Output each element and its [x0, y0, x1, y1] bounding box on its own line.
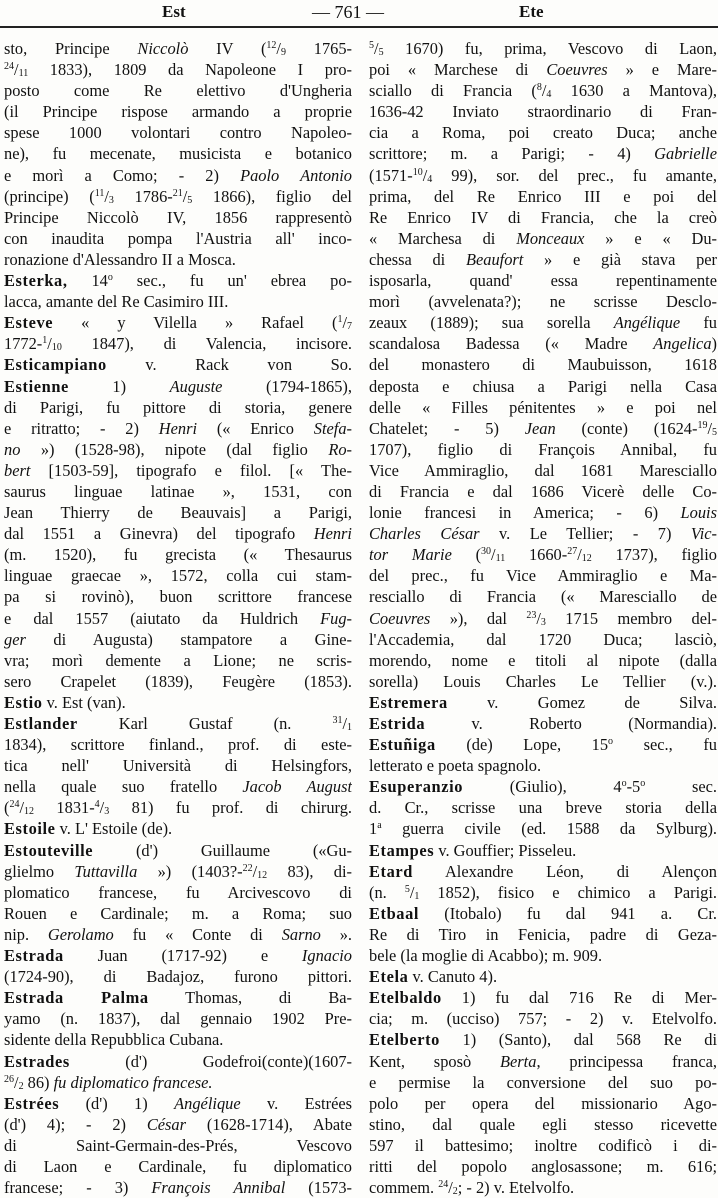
- text-line: Vice Ammiraglio, dal 1681 Maresciallo: [369, 460, 717, 480]
- text-line: linguae graecae », 1572, colla cui stam-: [4, 566, 352, 586]
- text-line: letterato e poeta spagnolo.: [369, 756, 542, 776]
- text-line: e dal 1557 (aiutato da Huldrich Fug-: [4, 608, 352, 628]
- text-line: Estrada Palma Thomas, di Ba-: [4, 988, 352, 1008]
- text-line: lonie francesi in America; - 6) Louis: [369, 503, 717, 523]
- text-line: Estoile v. L' Estoile (de).: [4, 819, 173, 839]
- text-line: di Parigi, fu pittore di storia, genere: [4, 397, 352, 417]
- text-line: ($^{24}/_{12}$ $1831-^4/_3$ 81) fu prof. di chirurg.: [4, 798, 352, 818]
- header-rule: [0, 26, 718, 28]
- text-line: Principe Niccolò IV, 1856 rappresentò: [4, 207, 352, 227]
- text-line: $^{24}/_{11}$ 1833), 1809 da Napoleone I pro-: [4, 60, 352, 80]
- text-line: d. Cr., scrisse una breve storia della: [369, 798, 717, 818]
- text-line: Charles César v. Le Tellier; - 7) Vic-: [369, 524, 717, 544]
- text-line: bert [1503-59], tipografo e filol. [« The-: [4, 460, 352, 480]
- text-line: commem. $^{24}/_2$; - 2) v. Etelvolfo.: [369, 1178, 575, 1198]
- text-line: Etelbaldo 1) fu dal 716 Re di Mer-: [369, 988, 717, 1008]
- text-line: Jean Thierry de Beauvais] a Parigi,: [4, 503, 352, 523]
- text-line: 1$^a$ guerra civile (ed. 1588 da Sylburg).: [369, 819, 717, 839]
- text-line: (il Principe rispose armando a proprie: [4, 102, 352, 122]
- text-line: Etela v. Canuto 4).: [369, 967, 498, 987]
- text-line: Esteve « y Vilella » Rafael ($^1/_7$: [4, 313, 352, 333]
- header-left-keyword: Est: [162, 2, 186, 21]
- text-line: (principe) ($^{11}/_3$ $1786-^{21}/_5$ 1866), figlio del: [4, 186, 352, 206]
- text-line: lacca, amante del Re Casimiro III.: [4, 292, 229, 312]
- text-line: prima, del Re Enrico III e poi del: [369, 186, 717, 206]
- text-line: del prec., fu Vice Ammiraglio e Ma-: [369, 566, 717, 586]
- text-line: morì (avvelenata?); ne scrisse Desclo-: [369, 292, 717, 312]
- text-line: isposarla, quand' essa repentinamente: [369, 271, 717, 291]
- page-header: [0, 2, 718, 26]
- text-line: tica nell' Università di Helsingfors,: [4, 756, 352, 776]
- text-line: dal 1551 a Ginevra) del tipografo Henri: [4, 524, 352, 544]
- text-line: Estrades (d') Godefroi(conte)(1607-: [4, 1051, 352, 1071]
- text-line: deposta e chiusa a Parigi nella Casa: [369, 376, 717, 396]
- text-line: nella quale suo fratello Jacob August: [4, 777, 352, 797]
- text-line: 1707), figlio di François Annibal, fu: [369, 439, 717, 459]
- text-line: delle « Filles pénitentes » e poi nel: [369, 397, 717, 417]
- text-line: di Saint-Germain-des-Prés, Vescovo: [4, 1135, 352, 1155]
- text-line: Re di Tiro in Fenicia, padre di Geza-: [369, 924, 717, 944]
- text-line: polo per opera del missionario Ago-: [369, 1093, 717, 1113]
- text-line: l'Accademia, dal 1720 Duca; lasciò,: [369, 629, 717, 649]
- text-line: sto, Principe Niccolò IV ($^{12}/_9$ 1765-: [4, 39, 352, 58]
- text-line: bele (la moglie di Acabbo); m. 909.: [369, 946, 603, 966]
- text-line: Etbaal (Itobalo) fu dal 941 a. Cr.: [369, 903, 717, 923]
- text-line: Re Enrico IV di Francia, che la creò: [369, 207, 717, 227]
- text-line: glielmo Tuttavilla ») ($1403?-^{22}/_{12}$ 83), di-: [4, 861, 352, 881]
- text-line: di Laon e Cardinale, fu diplomatico: [4, 1156, 352, 1176]
- text-line: ronazione d'Alessandro II a Mosca.: [4, 249, 236, 269]
- text-line: zeaux (1889); sua sorella Angélique fu: [369, 313, 717, 333]
- text-line: e morì a Como; - 2) Paolo Antonio: [4, 165, 352, 185]
- text-line: plomatico francese, fu Arcivescovo di: [4, 882, 352, 902]
- text-line: cia; m. (ucciso) 757; - 2) v. Etelvolfo.: [369, 1009, 717, 1029]
- text-line: di Francia e dal 1686 Vicerè delle Co-: [369, 481, 717, 501]
- text-line: Rouen e Cardinale; m. a Roma; suo: [4, 903, 352, 923]
- text-line: francese; - 3) François Annibal (1573-: [4, 1178, 352, 1198]
- text-line: 1636-42 Inviato straordinario di Fran-: [369, 102, 717, 122]
- text-line: $1772-^1/_{10}$ 1847), di Valencia, incisore.: [4, 334, 352, 354]
- text-line: ($1571-^{10}/_4$ 99), sor. del prec., fu amante,: [369, 165, 717, 185]
- text-line: sciallo di Francia ($^8/_4$ 1630 a Mantova),: [369, 81, 717, 101]
- text-line: 1834), scrittore finland., prof. di este-: [4, 735, 352, 755]
- text-line: e permise la conversione del suo po-: [369, 1072, 717, 1092]
- text-line: scandalosa Badessa (« Madre Angelica): [369, 334, 717, 354]
- page-number: — 761 —: [312, 2, 384, 22]
- text-line: scrittore; m. a Parigi; - 4) Gabrielle: [369, 144, 717, 164]
- text-line: nip. Gerolamo fu « Conte di Sarno ».: [4, 924, 352, 944]
- text-line: yamo (n. 1837), dal gennaio 1902 Pre-: [4, 1009, 352, 1029]
- text-line: con inaudita pompa l'Austria all' inco-: [4, 228, 352, 248]
- text-line: morendo, nome e titoli al nipote (dalla: [369, 650, 717, 670]
- text-line: Estlander Karl Gustaf (n. $^{31}/_1$: [4, 714, 352, 733]
- text-line: Estio v. Est (van).: [4, 692, 126, 712]
- text-line: $^5/_5$ 1670) fu, prima, Vescovo di Laon,: [369, 39, 717, 58]
- text-line: ger di Augusta) stampatore a Gine-: [4, 629, 352, 649]
- text-line: e ritratto; - 2) Henri (« Enrico Stefa-: [4, 418, 352, 438]
- text-line: tor Marie ($^{30}/_{11}$ $1660-^{27}/_{12}$ 1737), figlio: [369, 545, 717, 565]
- text-line: Estremera v. Gomez de Silva.: [369, 692, 717, 712]
- text-line: Estuñiga (de) Lope, 15$^o$ sec., fu: [369, 735, 717, 755]
- text-line: $^{26}/_2$ 86) fu diplomatico francese.: [4, 1072, 213, 1092]
- text-line: 597 il battesimo; inoltre codificò i di-: [369, 1135, 717, 1155]
- text-line: (m. 1520), fu grecista (« Thesaurus: [4, 545, 352, 565]
- text-line: del monastero di Maubuisson, 1618: [369, 355, 717, 375]
- text-line: cia a Roma, poi creato Duca; anche: [369, 123, 717, 143]
- text-line: Etampes v. Gouffier; Pisseleu.: [369, 840, 577, 860]
- text-line: sero Crapelet (1839), Feugère (1853).: [4, 671, 352, 691]
- text-line: Esuperanzio (Giulio), 4$^o$-5$^o$ sec.: [369, 777, 717, 797]
- text-line: Etelberto 1) (Santo), dal 568 Re di: [369, 1030, 717, 1050]
- text-line: no ») (1528-98), nipote (dal figlio Ro-: [4, 439, 352, 459]
- text-line: Esterka, 14$^o$ sec., fu un' ebrea po-: [4, 271, 352, 291]
- text-line: Estrida v. Roberto (Normandia).: [369, 714, 717, 733]
- text-line: spese 1000 volontari contro Napoleo-: [4, 123, 352, 143]
- text-line: poi « Marchese di Coeuvres » e Mare-: [369, 60, 717, 80]
- header-right-keyword: Ete: [519, 2, 544, 21]
- text-line: ne), fu mecenate, musicista e botanico: [4, 144, 352, 164]
- text-line: sorella) Louis Charles Le Tellier (v.).: [369, 671, 717, 691]
- left-column: [4, 38, 352, 1198]
- text-line: stino, dal quale egli stesso ricevette: [369, 1114, 717, 1134]
- text-line: chessa di Beaufort » e già stava per: [369, 249, 717, 269]
- text-line: Coeuvres »), dal $^{23}/_3$ 1715 membro del-: [369, 608, 717, 628]
- text-line: Estrada Juan (1717-92) e Ignacio: [4, 946, 352, 966]
- text-line: « Marchesa di Monceaux » e « Du-: [369, 228, 717, 248]
- text-line: pa si rovinò), buon scrittore francese: [4, 587, 352, 607]
- text-line: Estienne 1) Auguste (1794-1865),: [4, 376, 352, 396]
- text-line: vra; morì demente a Lione; ne scris-: [4, 650, 352, 670]
- text-line: Etard Alexandre Léon, di Alençon: [369, 861, 717, 881]
- text-line: (1724-90), di Badajoz, furono pittori.: [4, 967, 352, 987]
- text-line: resciallo di Francia (« Maresciallo de: [369, 587, 717, 607]
- text-line: Kent, sposò Berta, principessa franca,: [369, 1051, 717, 1071]
- text-line: saurus linguae latinae », 1531, con: [4, 481, 352, 501]
- text-line: Chatelet; - 5) Jean (conte) ($1624-^{19}/_5$: [369, 418, 717, 438]
- text-line: sidente della Repubblica Cubana.: [4, 1030, 224, 1050]
- text-line: (n. $^5/_1$ 1852), fisico e chimico a Parigi.: [369, 882, 717, 902]
- text-line: posto come Re elettivo d'Ungheria: [4, 81, 352, 101]
- text-line: Esticampiano v. Rack von So.: [4, 355, 352, 375]
- text-line: Estouteville (d') Guillaume («Gu-: [4, 840, 352, 860]
- text-line: Estrées (d') 1) Angélique v. Estrées: [4, 1093, 352, 1113]
- text-line: (d') 4); - 2) César (1628-1714), Abate: [4, 1114, 352, 1134]
- text-line: ritti del popolo anglosassone; m. 616;: [369, 1156, 717, 1176]
- right-column: [369, 38, 717, 1198]
